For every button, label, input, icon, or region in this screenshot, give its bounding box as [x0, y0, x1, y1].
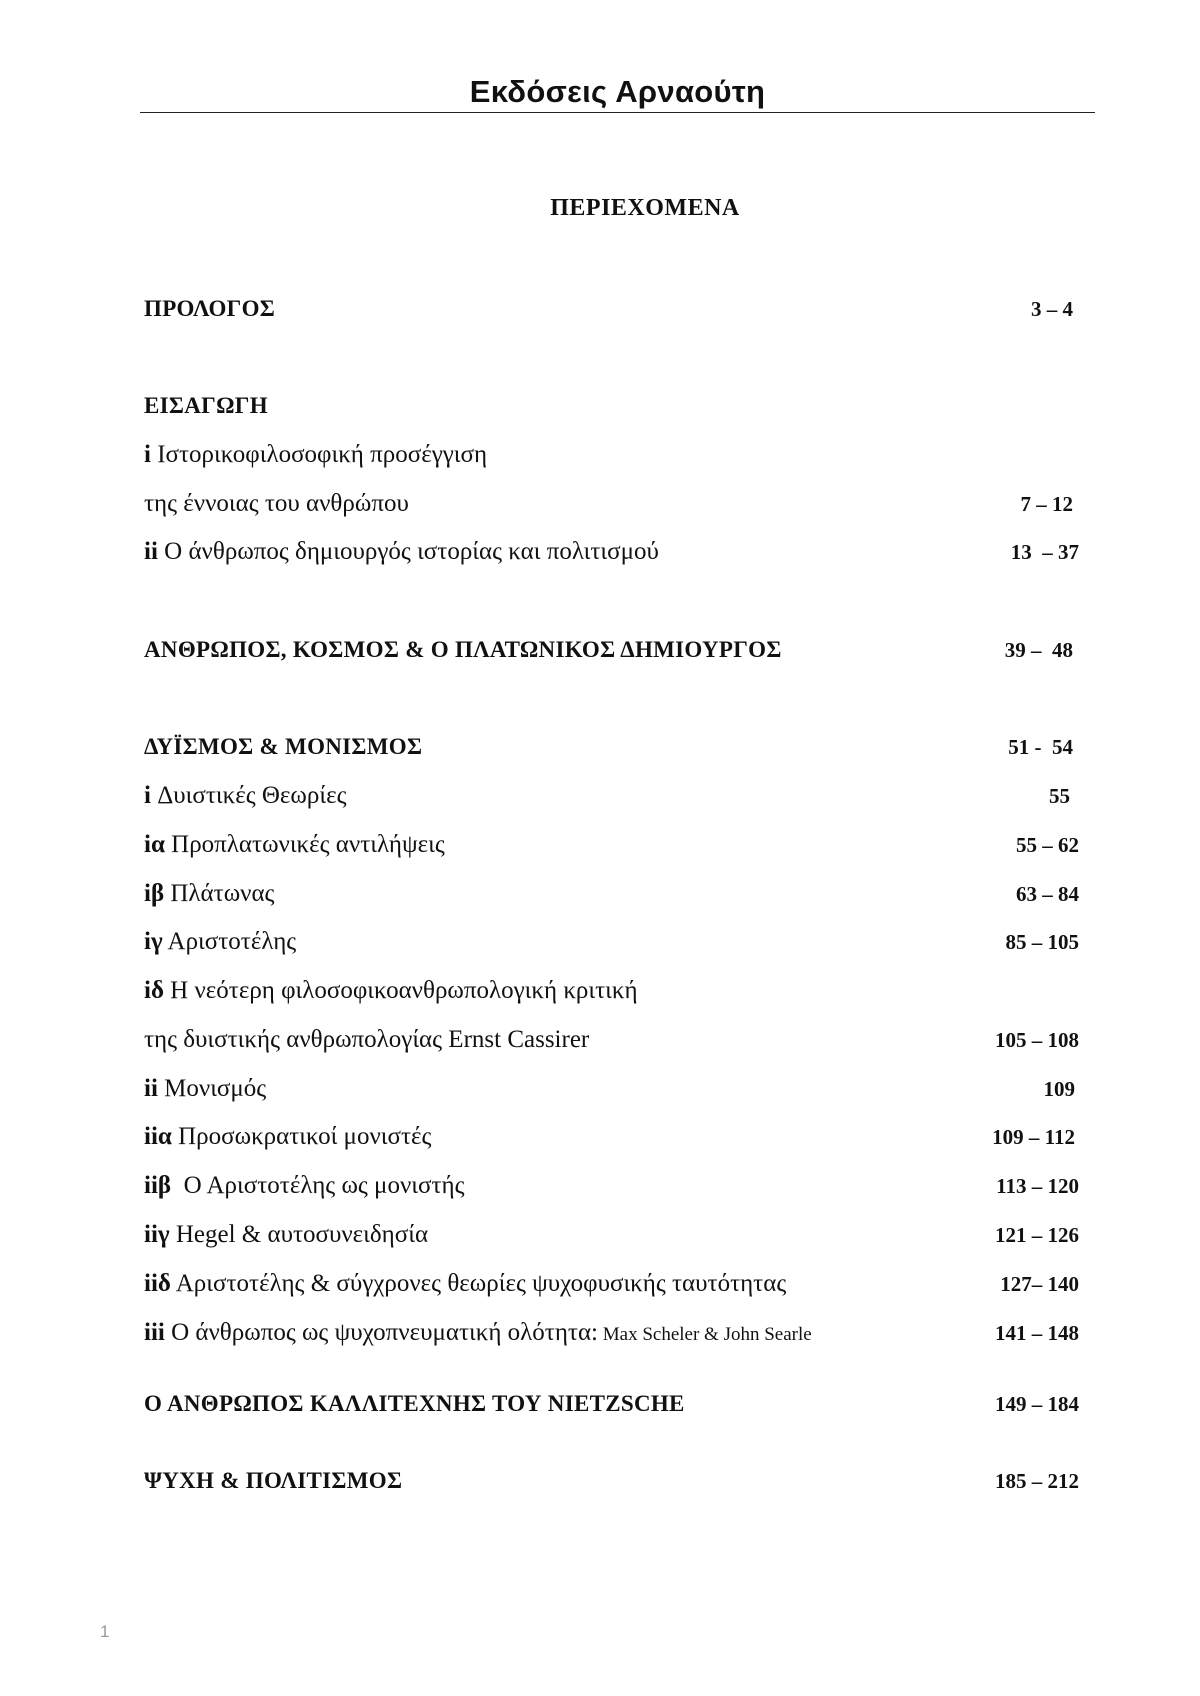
toc-entry-pages: 113 – 120 [996, 1174, 1079, 1198]
toc-entry-number: i [144, 441, 151, 468]
toc-entry-text: Η νεότερη φιλοσοφικοανθρωπολογική κριτική [163, 977, 638, 1004]
toc-entry-pages: 121 – 126 [995, 1223, 1079, 1247]
toc-entry-text: Μονισμός [157, 1075, 267, 1102]
toc-entry [144, 877, 1079, 911]
toc-entry-nietzsche [144, 1387, 1079, 1421]
toc-entry-label [144, 535, 659, 569]
toc-entry-label: Ο ΑΝΘΡΩΠΟΣ ΚΑΛΛΙΤΕΧΝΗΣ ΤΟΥ NIETZSCHE [144, 1391, 685, 1416]
toc-entry-pages: 3 – 4 [1031, 297, 1073, 321]
toc-entry [144, 1072, 1079, 1106]
toc-entry-text: Προπλατωνικές αντιλήψεις [164, 831, 445, 858]
toc-entry-number: iiγ [144, 1221, 170, 1248]
toc-entry-label [144, 1120, 431, 1154]
toc-entry-text: Ο άνθρωπος ως ψυχοπνευματική ολότητα: [164, 1319, 598, 1346]
toc-entry [144, 1169, 1079, 1203]
toc-entry-label: ΕΙΣΑΓΩΓΗ [144, 393, 268, 418]
toc-entry [144, 487, 1079, 521]
toc-entry-text: Ο άνθρωπος δημιουργός ιστορίας και πολιτισμού [157, 538, 659, 565]
toc-entry-number: i [144, 782, 151, 809]
toc-entry [144, 1218, 1079, 1252]
toc-entry-label [144, 438, 487, 472]
toc-entry-pages: 13 – 37 [1010, 540, 1079, 564]
toc-entry-number: iγ [144, 928, 163, 955]
toc-entry-text: Ιστορικοφιλοσοφική προσέγγιση [150, 441, 488, 468]
toc-entry-prologue [144, 292, 1079, 326]
toc-entry-text: Πλάτωνας [164, 880, 275, 907]
toc-entry-platonic [144, 633, 1079, 667]
toc-entry-number: iii [144, 1319, 165, 1346]
toc-entry-number: iiα [144, 1123, 172, 1150]
toc-entry-text: Αριστοτέλης & σύγχρονες θεωρίες ψυχοφυσικής ταυτότητας [170, 1270, 787, 1297]
toc-entry-number: iiδ [144, 1270, 171, 1297]
page-number: 1 [100, 1622, 110, 1641]
toc-entry-psyche [144, 1464, 1079, 1498]
toc-entry-pages: 127– 140 [1000, 1272, 1079, 1296]
toc-entry-pages: 63 – 84 [1016, 882, 1079, 906]
toc-entry [144, 974, 1079, 1008]
toc-entry [144, 1267, 1079, 1301]
toc-entry [144, 1120, 1079, 1154]
toc-entry-number: iα [144, 831, 165, 858]
toc-entry [144, 1316, 1079, 1350]
toc-entry-dualism [144, 730, 1079, 764]
toc-entry [144, 925, 1079, 959]
toc-entry [144, 1023, 1079, 1057]
toc-entry-pages: 55 – 62 [1016, 833, 1079, 857]
toc-entry-label [144, 925, 296, 959]
toc-entry-pages: 55 [1049, 784, 1070, 808]
toc-entry-label: ΔΥΪΣΜΟΣ & ΜΟΝΙΣΜΟΣ [144, 734, 423, 759]
toc-entry-number: iiβ [144, 1172, 172, 1199]
toc-entry-text: Hegel & αυτοσυνειδησία [169, 1221, 429, 1248]
toc-entry-text: Δυιστικές Θεωρίες [150, 782, 347, 809]
toc-entry-text: Προσωκρατικοί μονιστές [171, 1123, 432, 1150]
toc-entry-label [144, 779, 347, 813]
toc-entry-label [144, 1072, 266, 1106]
toc-entry-label: της δυιστικής ανθρωπολογίας Ernst Cassirer [144, 1026, 590, 1053]
toc-entry-pages: 141 – 148 [995, 1321, 1079, 1345]
toc-entry [144, 535, 1079, 569]
toc-entry-pages: 105 – 108 [995, 1028, 1079, 1052]
toc-entry-label: ΑΝΘΡΩΠΟΣ, ΚΟΣΜΟΣ & Ο ΠΛΑΤΩΝΙΚΟΣ ΔΗΜΙΟΥΡΓΟΣ [144, 637, 782, 662]
toc-title: ΠΕΡΙΕΧΟΜΕΝΑ [550, 195, 740, 221]
page-header [140, 72, 1095, 113]
toc-entry-text: Ο Αριστοτέλης ως μονιστής [171, 1172, 465, 1199]
toc-entry-pages: 39 – 48 [1004, 638, 1073, 662]
toc-entry-label [144, 828, 445, 862]
toc-entry-label: ΠΡΟΛΟΓΟΣ [144, 296, 276, 321]
toc-entry [144, 828, 1079, 862]
toc-entry-label: της έννοιας του ανθρώπου [144, 490, 409, 517]
toc-entry-subtext: Max Scheler & John Searle [598, 1324, 812, 1345]
toc-entry-label [144, 1316, 812, 1352]
toc-entry-label [144, 974, 638, 1008]
publisher-title: Εκδόσεις Αρναούτη [469, 74, 766, 109]
toc-entry-pages: 149 – 184 [995, 1392, 1079, 1416]
toc-entry-number: ii [144, 538, 158, 565]
toc-entry [144, 779, 1079, 813]
toc-entry-introduction [144, 389, 1079, 423]
toc-entry-text: Αριστοτέλης [162, 928, 297, 955]
toc-entry-label [144, 1267, 786, 1301]
toc-entry [144, 438, 1079, 472]
toc-entry-pages: 51 - 54 [1008, 735, 1073, 759]
toc-entry-pages: 109 – 112 [992, 1125, 1075, 1149]
toc-entry-pages: 109 [1043, 1077, 1075, 1101]
toc-entry-label [144, 1218, 428, 1252]
toc-entry-label [144, 1169, 465, 1203]
toc-entry-pages: 185 – 212 [995, 1469, 1079, 1493]
toc-entry-pages: 7 – 12 [1020, 492, 1073, 516]
toc-entry-number: iβ [144, 880, 165, 907]
toc-entry-pages: 85 – 105 [1005, 930, 1079, 954]
toc-entry-number: iδ [144, 977, 164, 1004]
toc-entry-label [144, 877, 274, 911]
toc-entry-label: ΨΥΧΗ & ΠΟΛΙΤΙΣΜΟΣ [144, 1468, 403, 1493]
toc-entry-number: ii [144, 1075, 158, 1102]
